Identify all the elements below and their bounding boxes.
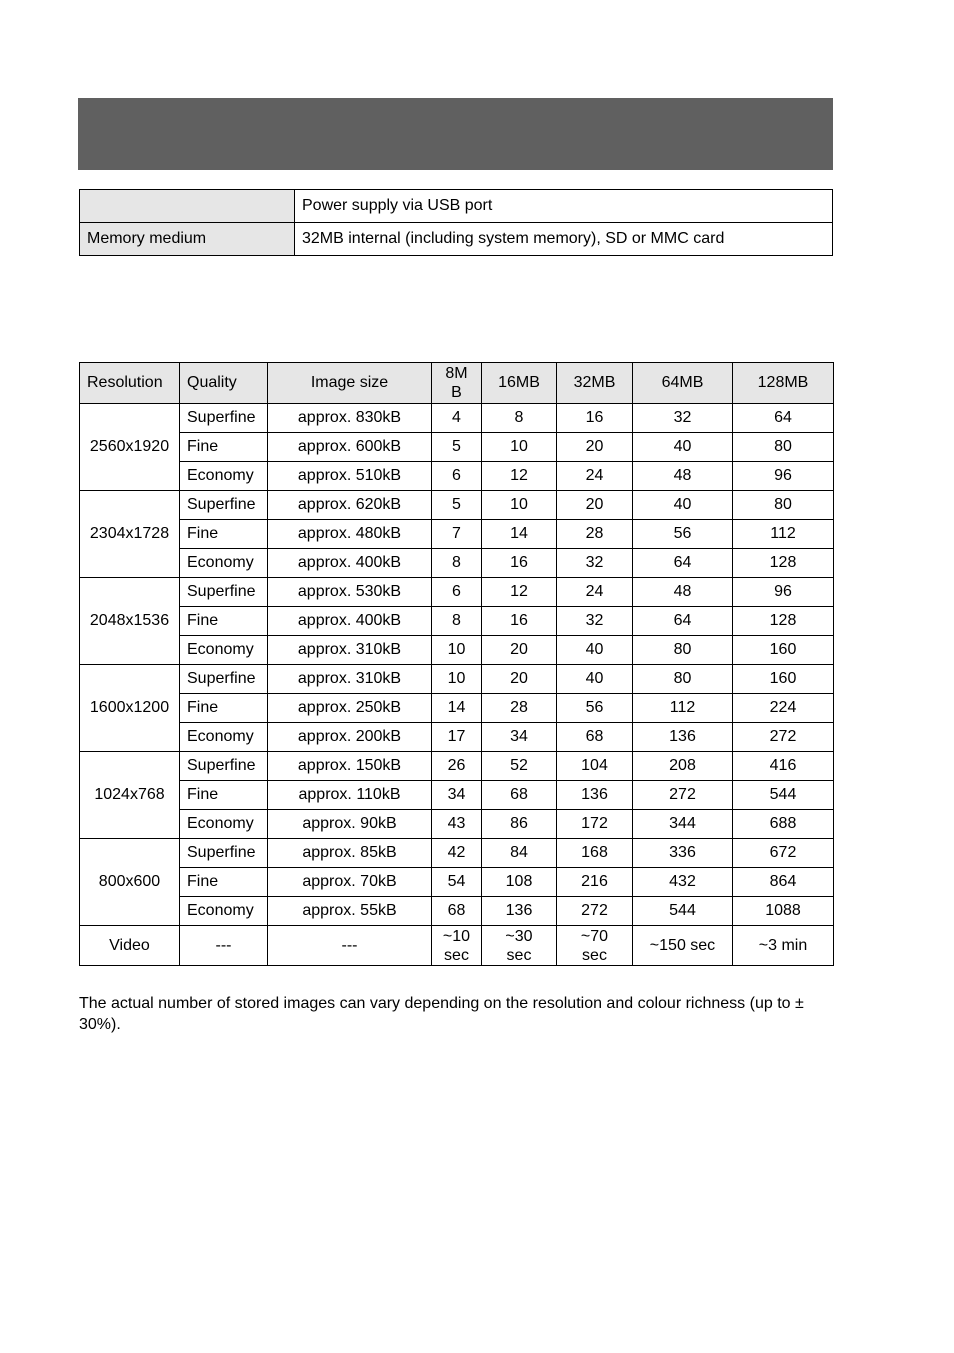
image-count-cell: 32 [557,607,633,636]
image-count-cell: 12 [482,578,557,607]
column-header: 128MB [733,363,834,404]
quality-cell: Superfine [180,491,268,520]
quality-cell: Economy [180,723,268,752]
image-size-cell: --- [268,926,432,966]
image-count-cell: 84 [482,839,557,868]
table-row [80,694,834,723]
resolution-cell: 2048x1536 [80,578,180,665]
image-count-cell: 6 [432,578,482,607]
table-row [80,810,834,839]
image-count-cell: 544 [733,781,834,810]
video-duration-cell: ~150 sec [633,926,733,966]
resolution-cell: 1024x768 [80,752,180,839]
quality-cell: Fine [180,694,268,723]
image-count-cell: 80 [633,636,733,665]
image-count-cell: 104 [557,752,633,781]
image-count-cell: 20 [482,665,557,694]
image-count-cell: 16 [557,404,633,433]
table-row [80,462,834,491]
image-count-cell: 40 [557,665,633,694]
image-count-cell: 6 [432,462,482,491]
image-count-cell: 10 [432,665,482,694]
resolution-cell: 2304x1728 [80,491,180,578]
image-count-cell: 208 [633,752,733,781]
quality-cell: Economy [180,636,268,665]
spec-value: 32MB internal (including system memory), SD or MMC card [295,223,833,256]
image-count-cell: 68 [432,897,482,926]
image-count-cell: 7 [432,520,482,549]
quality-cell: Superfine [180,578,268,607]
image-count-cell: 136 [557,781,633,810]
image-count-cell: 864 [733,868,834,897]
column-header: Resolution [80,363,180,404]
image-count-cell: 34 [432,781,482,810]
image-count-cell: 168 [557,839,633,868]
image-count-cell: 272 [633,781,733,810]
video-duration-cell: ~30 sec [482,926,557,966]
table-row [80,549,834,578]
image-count-cell: 216 [557,868,633,897]
image-size-cell: approx. 620kB [268,491,432,520]
image-count-cell: 24 [557,578,633,607]
image-count-cell: 24 [557,462,633,491]
image-count-cell: 160 [733,636,834,665]
image-count-cell: 16 [482,607,557,636]
resolution-cell: 1600x1200 [80,665,180,752]
image-count-cell: 54 [432,868,482,897]
table-row [80,723,834,752]
image-count-cell: 128 [733,549,834,578]
image-count-cell: 40 [633,491,733,520]
quality-cell: Superfine [180,839,268,868]
image-size-cell: approx. 400kB [268,607,432,636]
quality-cell: Economy [180,810,268,839]
quality-cell: Fine [180,781,268,810]
image-count-cell: 48 [633,578,733,607]
image-count-cell: 14 [482,520,557,549]
image-count-cell: 5 [432,491,482,520]
image-size-cell: approx. 510kB [268,462,432,491]
image-count-cell: 10 [432,636,482,665]
column-header: Image size [268,363,432,404]
storage-capacity-table [79,362,834,966]
image-count-cell: 28 [482,694,557,723]
image-count-cell: 12 [482,462,557,491]
table-row [80,752,834,781]
column-header: 16MB [482,363,557,404]
image-count-cell: 8 [432,549,482,578]
image-count-cell: 64 [633,549,733,578]
image-count-cell: 56 [557,694,633,723]
resolution-cell: 800x600 [80,839,180,926]
image-count-cell: 52 [482,752,557,781]
image-count-cell: 8 [482,404,557,433]
quality-cell: Economy [180,897,268,926]
image-count-cell: 128 [733,607,834,636]
video-duration-cell: ~10 sec [432,926,482,966]
table-row [80,781,834,810]
table-row [80,839,834,868]
column-header: 32MB [557,363,633,404]
image-count-cell: 5 [432,433,482,462]
image-count-cell: 68 [482,781,557,810]
table-row [80,665,834,694]
image-count-cell: 80 [633,665,733,694]
capacity-note: The actual number of stored images can vary depending on the resolution and colour richness (up to ± 30%). [79,995,804,1033]
image-count-cell: 68 [557,723,633,752]
table-row [80,897,834,926]
video-duration-cell: ~70 sec [557,926,633,966]
image-count-cell: 20 [557,491,633,520]
image-count-cell: 80 [733,491,834,520]
table-row [80,520,834,549]
video-row [80,926,834,966]
image-size-cell: approx. 110kB [268,781,432,810]
image-size-cell: approx. 830kB [268,404,432,433]
image-count-cell: 32 [557,549,633,578]
image-count-cell: 172 [557,810,633,839]
image-count-cell: 272 [733,723,834,752]
image-count-cell: 272 [557,897,633,926]
image-count-cell: 1088 [733,897,834,926]
image-count-cell: 344 [633,810,733,839]
quality-cell: Superfine [180,404,268,433]
image-size-cell: approx. 310kB [268,665,432,694]
image-count-cell: 688 [733,810,834,839]
image-size-cell: approx. 480kB [268,520,432,549]
spec-value: Power supply via USB port [295,190,833,223]
video-duration-cell: ~3 min [733,926,834,966]
table-row [80,868,834,897]
image-count-cell: 108 [482,868,557,897]
table-row [80,607,834,636]
image-size-cell: approx. 70kB [268,868,432,897]
image-count-cell: 14 [432,694,482,723]
image-count-cell: 32 [633,404,733,433]
image-count-cell: 112 [633,694,733,723]
image-size-cell: approx. 400kB [268,549,432,578]
image-size-cell: approx. 600kB [268,433,432,462]
spec-label: Memory medium [80,223,295,256]
table-row [80,404,834,433]
resolution-cell: Video [80,926,180,966]
column-header: Quality [180,363,268,404]
image-size-cell: approx. 530kB [268,578,432,607]
image-size-cell: approx. 85kB [268,839,432,868]
image-count-cell: 96 [733,578,834,607]
image-count-cell: 40 [557,636,633,665]
image-count-cell: 20 [482,636,557,665]
image-count-cell: 416 [733,752,834,781]
image-count-cell: 43 [432,810,482,839]
image-count-cell: 112 [733,520,834,549]
image-size-cell: approx. 90kB [268,810,432,839]
resolution-cell: 2560x1920 [80,404,180,491]
quality-cell: Fine [180,520,268,549]
column-header: 8M B [432,363,482,404]
image-size-cell: approx. 310kB [268,636,432,665]
quality-cell: Fine [180,868,268,897]
table-row [80,636,834,665]
image-count-cell: 20 [557,433,633,462]
image-count-cell: 34 [482,723,557,752]
image-count-cell: 17 [432,723,482,752]
image-count-cell: 136 [482,897,557,926]
image-size-cell: approx. 55kB [268,897,432,926]
image-size-cell: approx. 150kB [268,752,432,781]
image-count-cell: 136 [633,723,733,752]
image-count-cell: 10 [482,433,557,462]
image-count-cell: 26 [432,752,482,781]
quality-cell: Fine [180,433,268,462]
image-count-cell: 224 [733,694,834,723]
quality-cell: Superfine [180,665,268,694]
spec-label [80,190,295,223]
image-size-cell: approx. 250kB [268,694,432,723]
spec-row [80,223,833,256]
image-count-cell: 64 [733,404,834,433]
image-count-cell: 96 [733,462,834,491]
quality-cell: Superfine [180,752,268,781]
quality-cell: Economy [180,549,268,578]
table-row [80,578,834,607]
image-count-cell: 42 [432,839,482,868]
image-count-cell: 64 [633,607,733,636]
image-count-cell: 4 [432,404,482,433]
image-count-cell: 432 [633,868,733,897]
image-count-cell: 80 [733,433,834,462]
image-count-cell: 40 [633,433,733,462]
column-header: 64MB [633,363,733,404]
image-count-cell: 160 [733,665,834,694]
image-count-cell: 86 [482,810,557,839]
quality-cell: Economy [180,462,268,491]
image-count-cell: 16 [482,549,557,578]
image-count-cell: 336 [633,839,733,868]
spec-table [79,189,833,256]
quality-cell: Fine [180,607,268,636]
spec-row [80,190,833,223]
image-count-cell: 8 [432,607,482,636]
image-size-cell: approx. 200kB [268,723,432,752]
table-row [80,491,834,520]
image-count-cell: 544 [633,897,733,926]
section-header-bar [78,98,833,170]
quality-cell: --- [180,926,268,966]
image-count-cell: 56 [633,520,733,549]
image-count-cell: 10 [482,491,557,520]
image-count-cell: 28 [557,520,633,549]
table-row [80,433,834,462]
image-count-cell: 672 [733,839,834,868]
table-header-row [80,363,834,404]
image-count-cell: 48 [633,462,733,491]
